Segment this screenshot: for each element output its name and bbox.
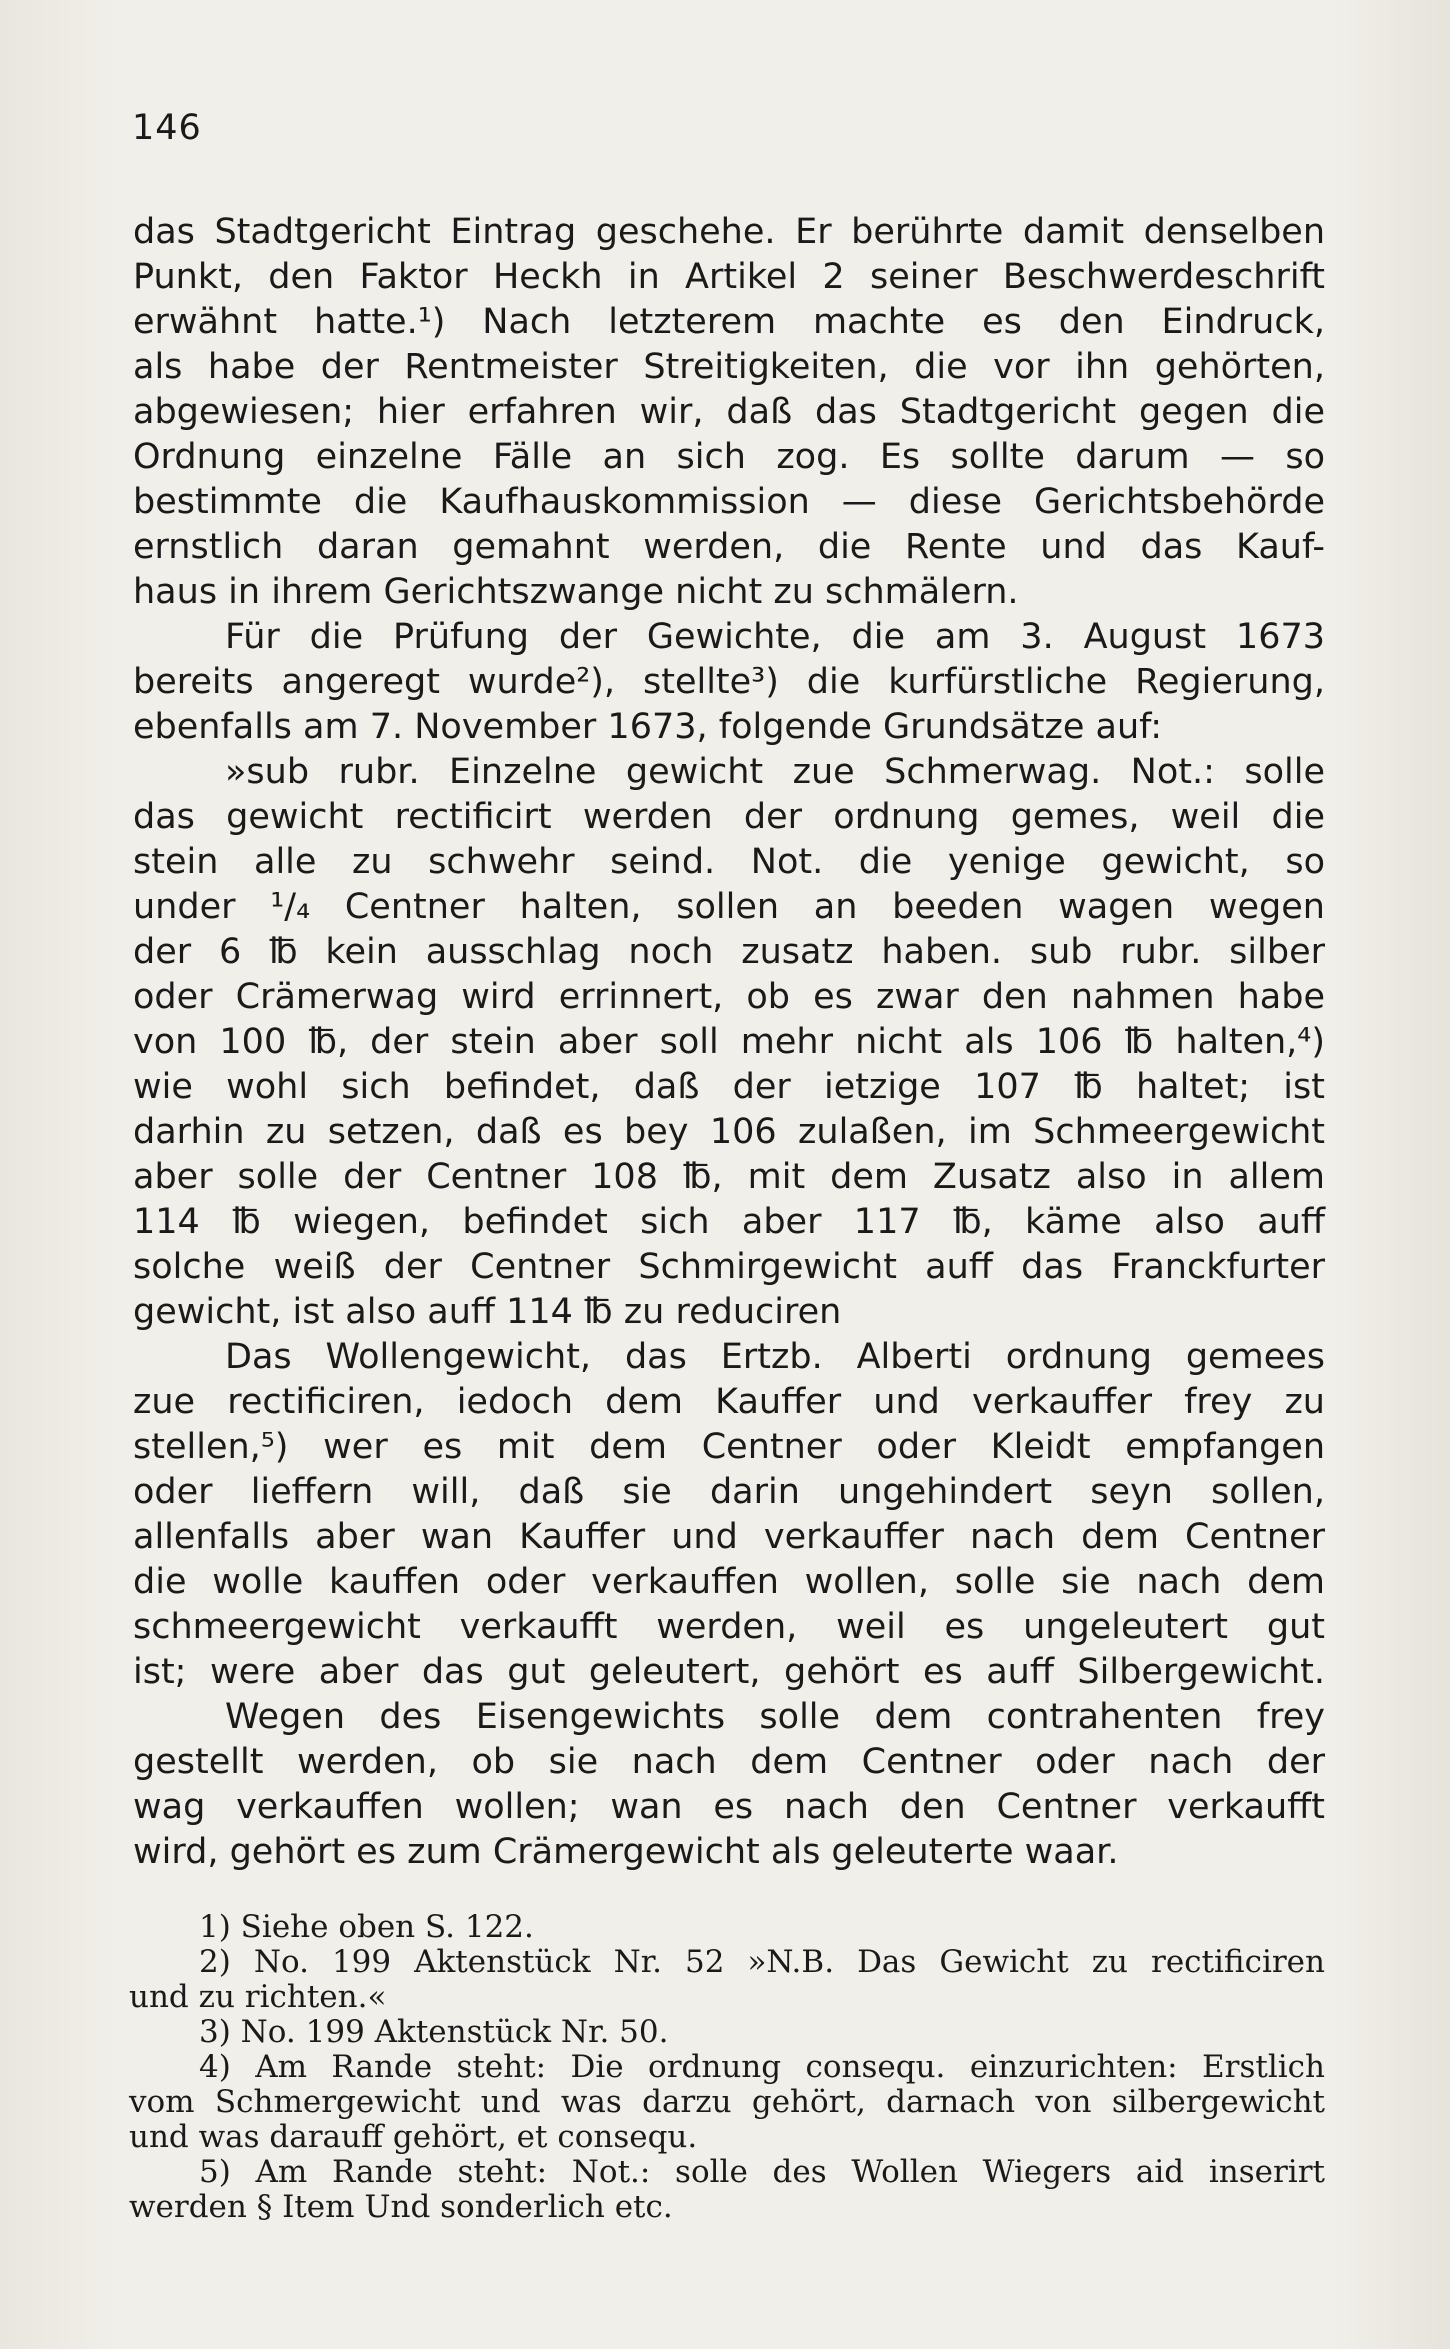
- footnotes: [129, 1910, 1325, 2225]
- text-line: wag verkauffen wollen; wan es nach den Centner verkaufft: [133, 1787, 1325, 1827]
- text-line: aber solle der Centner 108 ℔, mit dem Zusatz also in allem: [133, 1157, 1325, 1197]
- text-line: oder Crämerwag wird errinnert, ob es zwar den nahmen habe: [133, 977, 1325, 1017]
- text-line: abgewiesen; hier erfahren wir, daß das Stadtgericht gegen die: [133, 392, 1325, 432]
- text-line: oder lieffern will, daß sie darin ungehindert seyn sollen,: [133, 1472, 1325, 1512]
- text-line: das gewicht rectificirt werden der ordnung gemes, weil die: [133, 797, 1325, 837]
- text-line: gestellt werden, ob sie nach dem Centner oder nach der: [133, 1742, 1325, 1782]
- text-line: bereits angeregt wurde²), stellte³) die kurfürstliche Regierung,: [133, 662, 1325, 702]
- text-line: Das Wollengewicht, das Ertzb. Alberti ordnung gemees: [225, 1337, 1325, 1377]
- footnote-line: 1) Siehe oben S. 122.: [199, 1909, 534, 1945]
- footnote-line: werden § Item Und sonderlich etc.: [129, 2189, 673, 2225]
- text-line: bestimmte die Kaufhauskommission — diese Gerichtsbehörde: [133, 482, 1325, 522]
- text-line: schmeergewicht verkaufft werden, weil es ungeleutert gut: [133, 1607, 1325, 1647]
- text-line: Wegen des Eisengewichts solle dem contrahenten frey: [225, 1697, 1325, 1737]
- text-line: »sub rubr. Einzelne gewicht zue Schmerwag. Not.: solle: [225, 752, 1325, 792]
- text-line: von 100 ℔, der stein aber soll mehr nicht als 106 ℔ halten,⁴): [133, 1022, 1325, 1062]
- text-line: als habe der Rentmeister Streitigkeiten, die vor ihn gehörten,: [133, 347, 1325, 387]
- text-line: das Stadtgericht Eintrag geschehe. Er berührte damit denselben: [133, 212, 1325, 252]
- text-line: solche weiß der Centner Schmirgewicht auff das Franckfurter: [133, 1247, 1325, 1287]
- main-text: [133, 210, 1325, 1875]
- text-line: wie wohl sich befindet, daß der ietzige 107 ℔ haltet; ist: [133, 1067, 1325, 1107]
- footnote-line: 5) Am Rande steht: Not.: solle des Wollen Wiegers aid inserirt: [199, 2154, 1325, 2190]
- footnote-line: 2) No. 199 Aktenstück Nr. 52 »N.B. Das Gewicht zu rectificiren: [199, 1944, 1325, 1980]
- text-line: darhin zu setzen, daß es bey 106 zulaßen, im Schmeergewicht: [133, 1112, 1325, 1152]
- text-line: zue rectificiren, iedoch dem Kauffer und verkauffer frey zu: [133, 1382, 1325, 1422]
- text-line: 114 ℔ wiegen, befindet sich aber 117 ℔, käme also auff: [133, 1202, 1325, 1242]
- text-line: Für die Prüfung der Gewichte, die am 3. August 1673: [225, 617, 1325, 657]
- text-line: stein alle zu schwehr seind. Not. die yenige gewicht, so: [133, 842, 1325, 882]
- text-line: wird, gehört es zum Crämergewicht als geleuterte waar.: [133, 1832, 1119, 1872]
- text-line: stellen,⁵) wer es mit dem Centner oder Kleidt empfangen: [133, 1427, 1325, 1467]
- text-line: ernstlich daran gemahnt werden, die Rente und das Kauf-: [133, 527, 1325, 567]
- text-line: haus in ihrem Gerichtszwange nicht zu schmälern.: [133, 572, 1019, 612]
- text-line: ist; were aber das gut geleutert, gehört es auff Silbergewicht.: [133, 1652, 1325, 1692]
- text-line: ebenfalls am 7. November 1673, folgende Grundsätze auf:: [133, 707, 1163, 747]
- text-line: Ordnung einzelne Fälle an sich zog. Es sollte darum — so: [133, 437, 1325, 477]
- footnote-line: und zu richten.«: [129, 1979, 387, 2015]
- text-line: gewicht, ist also auff 114 ℔ zu reduciren: [133, 1292, 842, 1332]
- text-line: die wolle kauffen oder verkauffen wollen, solle sie nach dem: [133, 1562, 1325, 1602]
- footnote-line: 4) Am Rande steht: Die ordnung consequ. einzurichten: Erstlich: [199, 2049, 1325, 2085]
- page-number: 146: [132, 108, 202, 148]
- footnote-line: und was darauff gehört, et consequ.: [129, 2119, 698, 2155]
- footnote-line: 3) No. 199 Aktenstück Nr. 50.: [199, 2014, 669, 2050]
- text-line: erwähnt hatte.¹) Nach letzterem machte es den Eindruck,: [133, 302, 1325, 342]
- footnote-line: vom Schmergewicht und was darzu gehört, darnach von silbergewicht: [129, 2084, 1325, 2120]
- text-line: der 6 ℔ kein ausschlag noch zusatz haben. sub rubr. silber: [133, 932, 1325, 972]
- text-line: allenfalls aber wan Kauffer und verkauffer nach dem Centner: [133, 1517, 1325, 1557]
- text-line: under ¹/₄ Centner halten, sollen an beeden wagen wegen: [133, 887, 1325, 927]
- text-line: Punkt, den Faktor Heckh in Artikel 2 seiner Beschwerdeschrift: [133, 257, 1325, 297]
